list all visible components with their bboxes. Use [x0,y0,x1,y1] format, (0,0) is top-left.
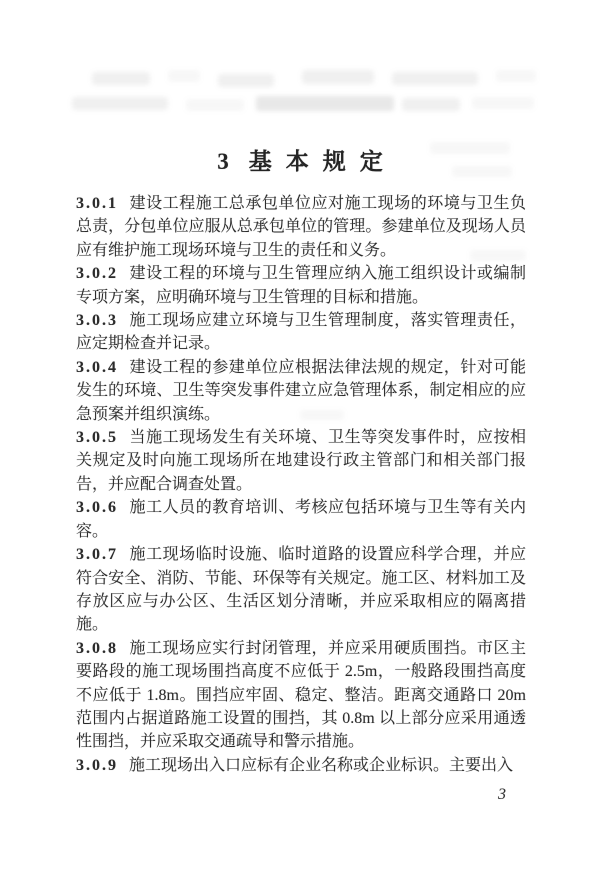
bleedthrough-smudge [92,72,150,85]
clause-3.0.9 [76,754,526,777]
bleedthrough-smudge [392,72,478,85]
clause-3.0.4 [76,356,526,426]
clause-text: 施工现场应建立环境与卫生管理制度，落实管理责任，应定期检查并记录。 [76,312,526,353]
bleedthrough-smudge [472,97,534,109]
chapter-number: 3 [217,149,229,175]
clause-text: 建设工程施工总承包单位应对施工现场的环境与卫生负总责，分包单位应服从总承包单位的管理。参建单位及现场人员应有维护施工现场环境与卫生的责任和义务。 [76,195,526,259]
clause-3.0.3 [76,309,526,356]
clause-list [76,192,526,777]
clause-text: 建设工程的参建单位应根据法律法规的规定，针对可能发生的环境、卫生等突发事件建立应急管理体系，制定相应的应急预案并组织演练。 [76,358,526,423]
page-number: 3 [498,786,506,803]
clause-3.0.2 [76,262,526,309]
clause-3.0.6 [76,496,526,543]
bleedthrough-smudge [186,99,244,111]
bleedthrough-smudge [72,97,168,110]
clause-number: 3.0.8 [76,639,118,657]
bleedthrough-smudge [256,96,394,111]
clause-3.0.1 [76,192,526,262]
clause-number: 3.0.7 [76,546,118,564]
clause-3.0.5 [76,426,526,496]
clause-text: 施工现场临时设施、临时道路的设置应科学合理，并应符合安全、消防、节能、环保等有关规定。施工区、材料加工及存放区应与办公区、生活区划分清晰，并应采取相应的隔离措施。 [76,546,526,634]
clause-number: 3.0.6 [76,499,118,517]
chapter-title-text: 基本规定 [248,149,397,175]
clause-text: 当施工现场发生有关环境、卫生等突发事件时，应按相关规定及时向施工现场所在地建设行政主管部门和相关部门报告，并应配合调查处置。 [76,429,526,493]
clause-text: 施工现场出入口应标有企业名称或企业标识。主要出入 [129,756,514,774]
clause-text: 施工现场应实行封闭管理，并应采用硬质围挡。市区主要路段的施工现场围挡高度不应低于 2.5m，一般路段围挡高度不应低于 1.8m。围挡应牢固、稳定、整洁。距离交通路口 20m 范围内占据道路施工设置的围挡，其 0.8m 以上部分应采用通透性围挡，并应采取交通疏导和警示措施。 [76,639,526,751]
clause-3.0.7 [76,543,526,637]
bleedthrough-smudge [402,98,460,111]
clause-3.0.8 [76,637,526,754]
clause-text: 施工人员的教育培训、考核应包括环境与卫生等有关内容。 [76,499,526,540]
clause-number: 3.0.9 [76,756,118,774]
bleedthrough-smudge [168,70,200,82]
clause-number: 3.0.4 [76,358,118,376]
bleedthrough-smudge [302,70,374,84]
bleedthrough-smudge [218,74,274,87]
clause-number: 3.0.3 [76,312,118,330]
chapter-heading [0,143,600,176]
clause-number: 3.0.2 [76,265,118,283]
bleedthrough-smudge [496,70,536,82]
clause-number: 3.0.1 [76,195,118,212]
clause-text: 建设工程的环境与卫生管理应纳入施工组织设计或编制专项方案，应明确环境与卫生管理的目标和措施。 [76,265,526,306]
clause-number: 3.0.5 [76,429,118,447]
